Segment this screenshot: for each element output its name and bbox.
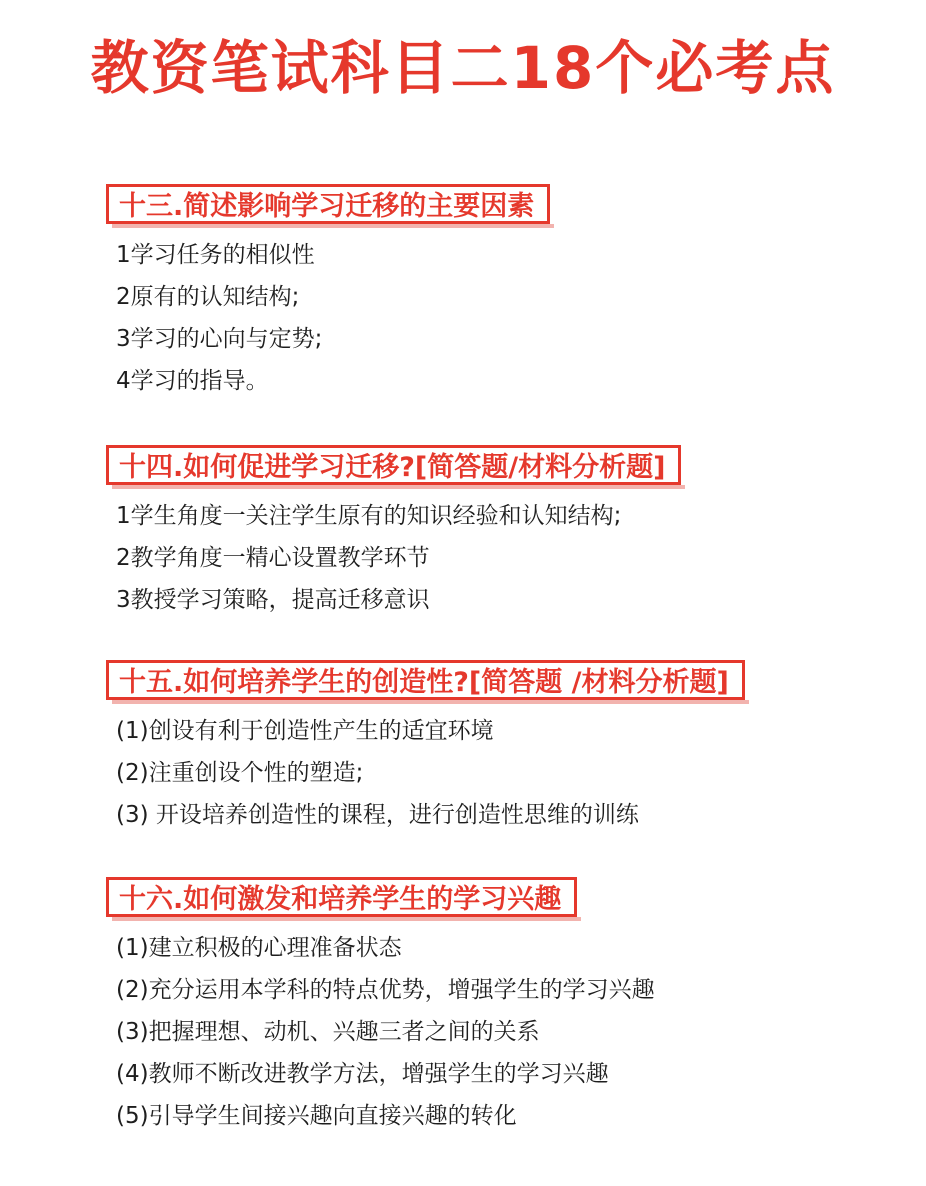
list-item: (3) 开设培养创造性的课程，进行创造性思维的训练 [116,802,639,828]
section-list [116,927,655,1137]
list-item: 2教学角度一精心设置教学环节 [116,545,430,571]
section-heading: 十三.简述影响学习迁移的主要因素 [106,184,550,224]
section-list [116,495,621,621]
list-item: 1学生角度一关注学生原有的知识经验和认知结构; [116,503,622,529]
list-item: 3教授学习策略，提高迁移意识 [116,587,430,613]
section-heading: 十六.如何激发和培养学生的学习兴趣 [106,877,577,917]
section-heading: 十五.如何培养学生的创造性?[简答题 /材料分析题] [106,660,745,700]
section-list [116,710,639,836]
list-item: 3学习的心向与定势; [116,326,323,352]
list-item: (1)建立积极的心理准备状态 [116,935,402,961]
list-item: (5)引导学生间接兴趣向直接兴趣的转化 [116,1103,517,1129]
list-item: (1)创设有利于创造性产生的适宜环境 [116,718,494,744]
list-item: (2)注重创设个性的塑造; [116,760,364,786]
list-item: (2)充分运用本学科的特点优势，增强学生的学习兴趣 [116,977,655,1003]
list-item: 1学习任务的相似性 [116,242,315,268]
page-title: 教资笔试科目二18个必考点 [90,34,836,102]
list-item: 2原有的认知结构; [116,284,300,310]
list-item: 4学习的指导。 [116,368,269,394]
section-list [116,234,322,402]
list-item: (3)把握理想、动机、兴趣三者之间的关系 [116,1019,540,1045]
list-item: (4)教师不断改进教学方法，增强学生的学习兴趣 [116,1061,609,1087]
section-heading: 十四.如何促进学习迁移?[简答题/材料分析题] [106,445,681,485]
